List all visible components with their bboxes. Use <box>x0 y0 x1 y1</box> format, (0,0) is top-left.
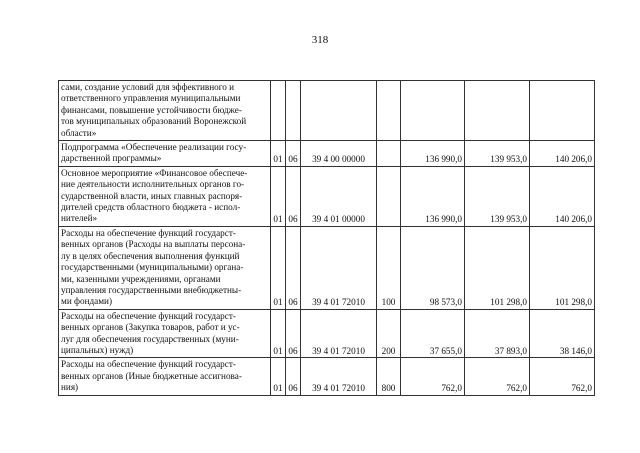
item-name-line: Расходы на обеспечение функций государст- <box>61 359 236 370</box>
amount-year-3-cell: 38 146,0 <box>530 309 595 358</box>
target-article-cell: 39 4 00 00000 <box>301 141 377 167</box>
item-name-line: нителей» <box>61 213 98 224</box>
amount-year-2-cell: 139 953,0 <box>465 141 530 167</box>
table-row <box>59 141 595 167</box>
section-code-cell: 01 <box>271 358 286 395</box>
table-row <box>59 81 595 141</box>
expense-type-cell: 200 <box>377 309 401 358</box>
target-article-cell: 39 4 01 72010 <box>301 226 377 309</box>
expense-type-cell <box>377 166 401 226</box>
table-row <box>59 309 595 358</box>
item-name-line: Расходы на обеспечение функций государст- <box>61 310 236 321</box>
item-name-line: ния) <box>61 382 79 393</box>
item-name-line: области» <box>61 127 97 138</box>
amount-year-2-cell: 101 298,0 <box>465 226 530 309</box>
subsection-code-cell: 06 <box>286 358 301 395</box>
item-name-line: венных органов (Расходы на выплаты персона- <box>61 239 246 250</box>
item-name-line: ответственного управления муниципальными <box>61 93 241 104</box>
amount-year-1-cell: 98 573,0 <box>401 226 465 309</box>
amount-year-3-cell: 762,0 <box>530 358 595 395</box>
item-name-line: управления государственными внебюджетны- <box>61 284 242 295</box>
section-code-cell <box>271 81 286 141</box>
item-name-line: финансами, повышение устойчивости бюдже- <box>61 104 242 115</box>
amount-year-1-cell <box>401 81 465 141</box>
item-name-cell <box>59 358 271 395</box>
budget-table <box>58 80 595 396</box>
amount-year-3-cell <box>530 81 595 141</box>
item-name-line: дарственной программы» <box>61 153 162 164</box>
amount-year-3-cell: 140 206,0 <box>530 141 595 167</box>
table-row <box>59 358 595 395</box>
amount-year-1-cell: 136 990,0 <box>401 166 465 226</box>
amount-year-2-cell <box>465 81 530 141</box>
table-row <box>59 226 595 309</box>
subsection-code-cell <box>286 81 301 141</box>
subsection-code-cell: 06 <box>286 166 301 226</box>
amount-year-1-cell: 136 990,0 <box>401 141 465 167</box>
item-name-line: Подпрограмма «Обеспечение реализации госу- <box>61 142 247 153</box>
target-article-cell: 39 4 01 00000 <box>301 166 377 226</box>
item-name-cell <box>59 166 271 226</box>
amount-year-2-cell: 139 953,0 <box>465 166 530 226</box>
item-name-cell <box>59 226 271 309</box>
subsection-code-cell: 06 <box>286 141 301 167</box>
section-code-cell: 01 <box>271 226 286 309</box>
item-name-line: ми, казенными учреждениями, органами <box>61 273 221 284</box>
section-code-cell: 01 <box>271 166 286 226</box>
amount-year-3-cell: 101 298,0 <box>530 226 595 309</box>
page-number: 318 <box>311 34 329 46</box>
item-name-line: Расходы на обеспечение функций государст- <box>61 227 236 238</box>
target-article-cell: 39 4 01 72010 <box>301 358 377 395</box>
table-row <box>59 166 595 226</box>
target-article-cell: 39 4 01 72010 <box>301 309 377 358</box>
item-name-line: Основное мероприятие «Финансовое обеспече- <box>61 167 248 178</box>
item-name-line: ние деятельности исполнительных органов го- <box>61 179 245 190</box>
amount-year-3-cell: 140 206,0 <box>530 166 595 226</box>
item-name-line: луг для обеспечения государственных (муни- <box>61 333 239 344</box>
item-name-line: тов муниципальных образований Воронежской <box>61 116 247 127</box>
item-name-line: дителей средств областного бюджета - испол- <box>61 202 241 213</box>
item-name-line: сударственной власти, иных главных распоря- <box>61 190 243 201</box>
item-name-cell <box>59 81 271 141</box>
subsection-code-cell: 06 <box>286 309 301 358</box>
item-name-line: сами, создание условий для эффективного и <box>61 82 235 92</box>
item-name-cell <box>59 309 271 358</box>
item-name-line: венных органов (Иные бюджетные ассигнова- <box>61 370 242 381</box>
item-name-line: ми фондами) <box>61 296 113 307</box>
expense-type-cell <box>377 141 401 167</box>
item-name-line: государственными (муниципальными) органа- <box>61 262 244 273</box>
subsection-code-cell: 06 <box>286 226 301 309</box>
target-article-cell <box>301 81 377 141</box>
item-name-line: ципальных) нужд) <box>61 344 134 355</box>
item-name-line: венных органов (Закупка товаров, работ и ус- <box>61 322 240 333</box>
expense-type-cell <box>377 81 401 141</box>
amount-year-2-cell: 37 893,0 <box>465 309 530 358</box>
amount-year-1-cell: 762,0 <box>401 358 465 395</box>
section-code-cell: 01 <box>271 309 286 358</box>
section-code-cell: 01 <box>271 141 286 167</box>
amount-year-2-cell: 762,0 <box>465 358 530 395</box>
amount-year-1-cell: 37 655,0 <box>401 309 465 358</box>
item-name-line: лу в целях обеспечения выполнения функций <box>61 250 240 261</box>
expense-type-cell: 100 <box>377 226 401 309</box>
item-name-cell <box>59 141 271 167</box>
expense-type-cell: 800 <box>377 358 401 395</box>
